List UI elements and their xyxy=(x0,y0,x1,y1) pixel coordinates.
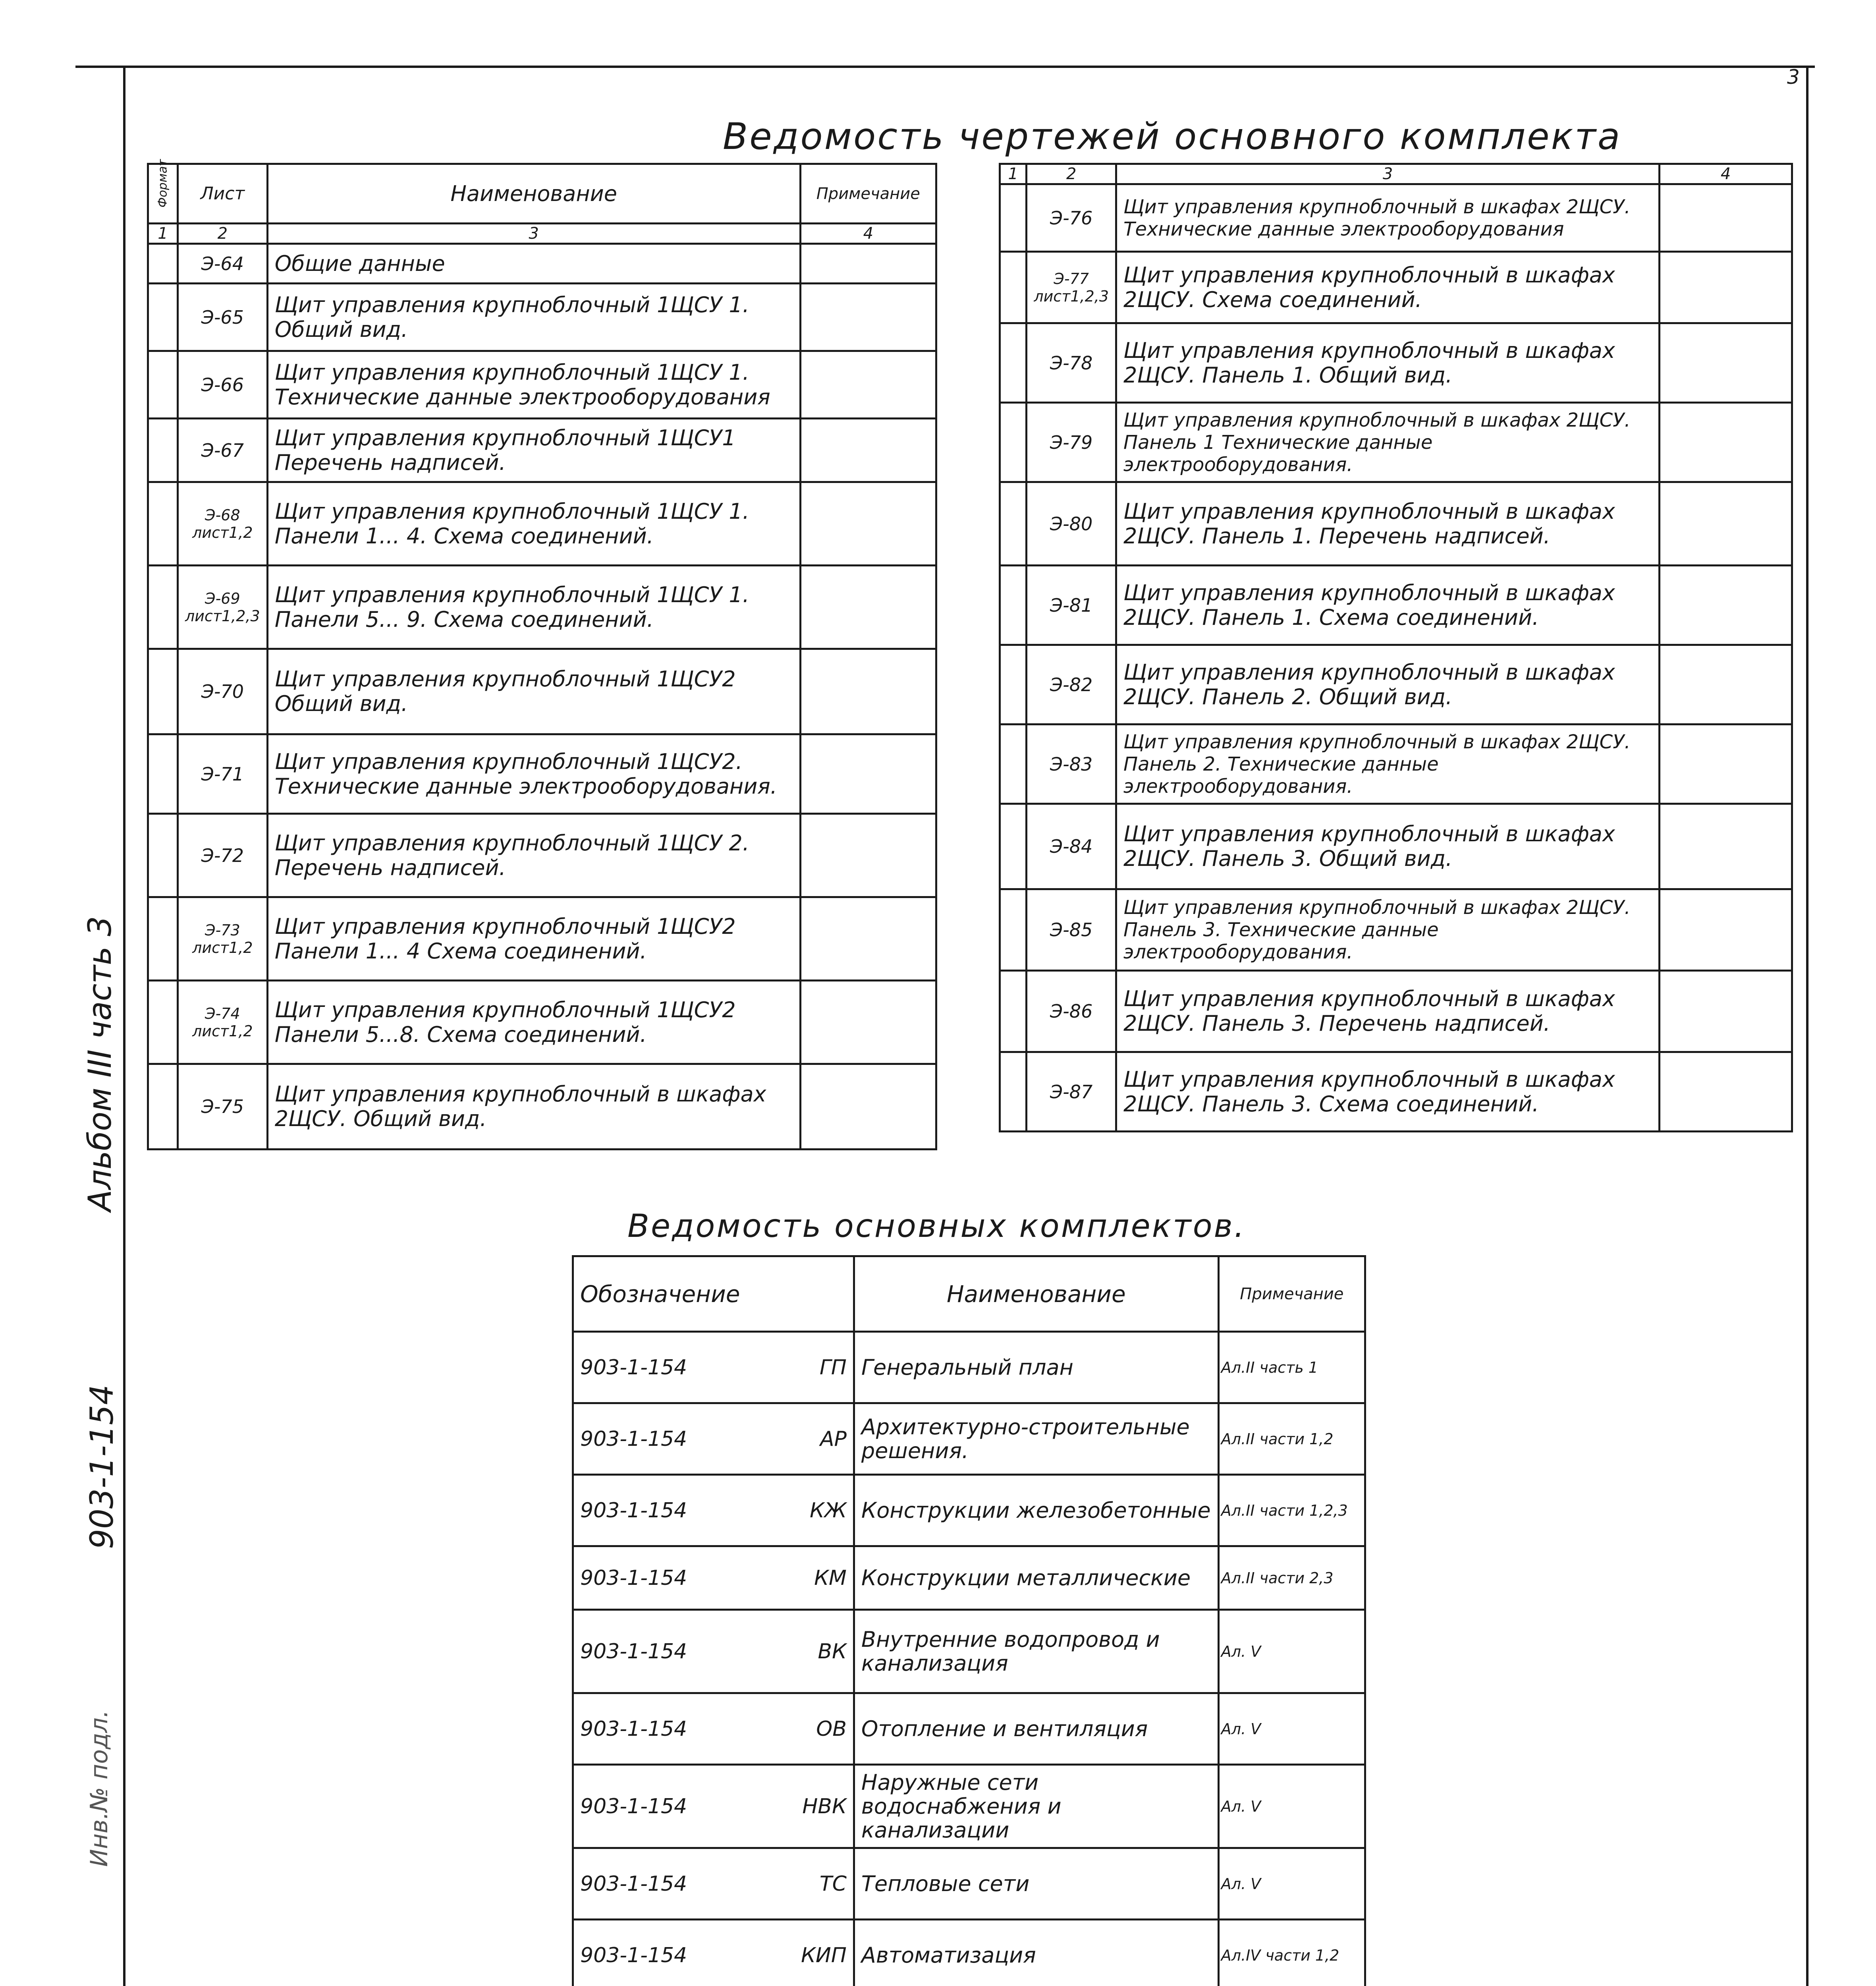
sheet-name: Щит управления крупноблочный в шкафах 2ЩСУ. Панель 1. Общий вид. xyxy=(1116,323,1660,403)
left-col-num-3: 3 xyxy=(267,224,800,244)
table-row xyxy=(573,1475,1365,1546)
set-note: Ал. V xyxy=(1218,1848,1365,1920)
table-row xyxy=(573,1848,1365,1920)
sheet-name: Щит управления крупноблочный 1ЩСУ 1. Панели 1... 4. Схема соединений. xyxy=(267,482,800,566)
set-mark: КМ xyxy=(794,1546,854,1610)
table-row xyxy=(148,419,936,482)
sheet-name: Щит управления крупноблочный в шкафах 2ЩСУ. Панель 3. Общий вид. xyxy=(1116,804,1660,889)
sheet-code: Э-65 xyxy=(178,284,268,351)
sheet-code: Э-78 xyxy=(1027,323,1116,403)
table-row xyxy=(148,482,936,566)
sheet-code: Э-70 xyxy=(178,649,268,734)
right-col-num-4: 4 xyxy=(1660,164,1792,184)
set-code: 903-1-154 xyxy=(573,1848,795,1920)
sheet-code: Э-85 xyxy=(1027,889,1116,971)
table-row xyxy=(1000,889,1792,971)
set-name: Наружные сети водоснабжения и канализации xyxy=(854,1765,1218,1848)
side-album-label: Альбом III часть 3 xyxy=(81,916,118,1211)
set-note: Ал. V xyxy=(1218,1765,1365,1848)
sheet-code: Э-73 лист1,2 xyxy=(178,897,268,981)
table-row xyxy=(148,897,936,981)
sets-table xyxy=(572,1255,1366,1986)
table-row xyxy=(148,1064,936,1149)
sheet-code: Э-75 xyxy=(178,1064,268,1149)
sheet-code: Э-74 лист1,2 xyxy=(178,981,268,1064)
set-name: Отопление и вентиляция xyxy=(854,1693,1218,1765)
set-note: Ал. V xyxy=(1218,1693,1365,1765)
set-name: Генеральный план xyxy=(854,1332,1218,1403)
sheet-code: Э-68 лист1,2 xyxy=(178,482,268,566)
table-row xyxy=(1000,252,1792,323)
sets-title: Ведомость основных комплектов. xyxy=(627,1207,1246,1244)
set-name: Конструкции железобетонные xyxy=(854,1475,1218,1546)
frame-top xyxy=(75,66,1815,68)
side-extra-label: Инв.№ подл. xyxy=(85,1710,113,1867)
set-mark: АР xyxy=(794,1403,854,1475)
set-note: Ал.II части 1,2,3 xyxy=(1218,1475,1365,1546)
sheet-name: Общие данные xyxy=(267,244,800,284)
set-note: Ал.II части 1,2 xyxy=(1218,1403,1365,1475)
sheet-name: Щит управления крупноблочный 1ЩСУ 2. Перечень надписей. xyxy=(267,814,800,897)
sheet-name: Щит управления крупноблочный в шкафах 2ЩСУ. Панель 2. Общий вид. xyxy=(1116,645,1660,724)
right-col-num-1: 1 xyxy=(1000,164,1027,184)
sheet-code: Э-72 xyxy=(178,814,268,897)
table-row xyxy=(573,1693,1365,1765)
frame-left xyxy=(123,66,125,1986)
table-row xyxy=(1000,184,1792,252)
table-row xyxy=(1000,482,1792,566)
sheet-code: Э-66 xyxy=(178,351,268,419)
sheet-name: Щит управления крупноблочный в шкафах 2ЩСУ. Технические данные электрооборудования xyxy=(1116,184,1660,252)
left-col-num-2: 2 xyxy=(178,224,268,244)
sheet-name: Щит управления крупноблочный 1ЩСУ 1. Общий вид. xyxy=(267,284,800,351)
set-code: 903-1-154 xyxy=(573,1546,795,1610)
sheet-name: Щит управления крупноблочный в шкафах 2ЩСУ. Панель 1. Схема соединений. xyxy=(1116,566,1660,645)
sheet-code: Э-64 xyxy=(178,244,268,284)
set-code: 903-1-154 xyxy=(573,1693,795,1765)
table-row xyxy=(148,351,936,419)
table-row xyxy=(1000,1052,1792,1132)
table-row xyxy=(148,981,936,1064)
set-mark: ВК xyxy=(794,1610,854,1693)
sheet-code: Э-67 xyxy=(178,419,268,482)
set-mark: ГП xyxy=(794,1332,854,1403)
table-row xyxy=(1000,724,1792,804)
set-code: 903-1-154 xyxy=(573,1920,795,1986)
left-header-sheet: Лист xyxy=(178,164,268,224)
sets-header-name: Наименование xyxy=(854,1256,1218,1332)
table-row xyxy=(573,1920,1365,1986)
set-note: Ал.IV части 1,2 xyxy=(1218,1920,1365,1986)
table-row xyxy=(573,1332,1365,1403)
table-row xyxy=(573,1610,1365,1693)
drawings-title: Ведомость чертежей основного комплекта xyxy=(723,115,1622,158)
sheet-name: Щит управления крупноблочный в шкафах 2ЩСУ. Общий вид. xyxy=(267,1064,800,1149)
table-row xyxy=(1000,645,1792,724)
sheet-code: Э-84 xyxy=(1027,804,1116,889)
sheet-code: Э-77 лист1,2,3 xyxy=(1027,252,1116,323)
sheet-name: Щит управления крупноблочный в шкафах 2ЩСУ. Панель 3. Схема соединений. xyxy=(1116,1052,1660,1132)
table-row xyxy=(148,284,936,351)
sheet-name: Щит управления крупноблочный 1ЩСУ 1. Панели 5... 9. Схема соединений. xyxy=(267,566,800,649)
table-row xyxy=(1000,323,1792,403)
table-row xyxy=(148,814,936,897)
right-col-num-2: 2 xyxy=(1027,164,1116,184)
sheet-code: Э-71 xyxy=(178,734,268,814)
sheet-code: Э-81 xyxy=(1027,566,1116,645)
left-drawings-table xyxy=(147,159,937,1150)
set-name: Тепловые сети xyxy=(854,1848,1218,1920)
set-name: Внутренние водопровод и канализация xyxy=(854,1610,1218,1693)
set-code: 903-1-154 xyxy=(573,1765,795,1848)
table-row xyxy=(148,244,936,284)
sheet-name: Щит управления крупноблочный 1ЩСУ2 Общий вид. xyxy=(267,649,800,734)
table-row xyxy=(1000,403,1792,482)
table-row xyxy=(1000,804,1792,889)
set-mark: КИП xyxy=(794,1920,854,1986)
set-name: Автоматизация xyxy=(854,1920,1218,1986)
set-code: 903-1-154 xyxy=(573,1475,795,1546)
sheet-code: Э-80 xyxy=(1027,482,1116,566)
set-mark: ОВ xyxy=(794,1693,854,1765)
set-code: 903-1-154 xyxy=(573,1403,795,1475)
sheet-name: Щит управления крупноблочный в шкафах 2ЩСУ. Панель 3. Перечень надписей. xyxy=(1116,971,1660,1052)
sheet-code: Э-83 xyxy=(1027,724,1116,804)
sheet-name: Щит управления крупноблочный 1ЩСУ 1. Технические данные электрооборудования xyxy=(267,351,800,419)
set-code: 903-1-154 xyxy=(573,1332,795,1403)
sheet-name: Щит управления крупноблочный в шкафах 2ЩСУ. Панель 1 Технические данные электрооборудования. xyxy=(1116,403,1660,482)
set-code: 903-1-154 xyxy=(573,1610,795,1693)
table-row xyxy=(148,566,936,649)
sheet-code: Э-87 xyxy=(1027,1052,1116,1132)
right-drawings-table xyxy=(999,163,1793,1132)
sheet-name: Щит управления крупноблочный 1ЩСУ1 Перечень надписей. xyxy=(267,419,800,482)
side-code-label: 903-1-154 xyxy=(83,1384,120,1549)
left-header-name: Наименование xyxy=(267,164,800,224)
sheet-name: Щит управления крупноблочный в шкафах 2ЩСУ. Панель 3. Технические данные электрооборудования. xyxy=(1116,889,1660,971)
sheet-name: Щит управления крупноблочный 1ЩСУ2. Технические данные электрооборудования. xyxy=(267,734,800,814)
table-row xyxy=(148,734,936,814)
table-row xyxy=(1000,566,1792,645)
left-header-note: Примечание xyxy=(800,164,936,224)
table-row xyxy=(573,1546,1365,1610)
set-mark: КЖ xyxy=(794,1475,854,1546)
set-note: Ал. V xyxy=(1218,1610,1365,1693)
sheet-name: Щит управления крупноблочный 1ЩСУ2 Панели 1... 4 Схема соединений. xyxy=(267,897,800,981)
sheet-code: Э-86 xyxy=(1027,971,1116,1052)
sheet-name: Щит управления крупноблочный в шкафах 2ЩСУ. Панель 1. Перечень надписей. xyxy=(1116,482,1660,566)
set-note: Ал.II часть 1 xyxy=(1218,1332,1365,1403)
sheet-name: Щит управления крупноблочный в шкафах 2ЩСУ. Схема соединений. xyxy=(1116,252,1660,323)
set-mark: ТС xyxy=(794,1848,854,1920)
sheet-code: Э-79 xyxy=(1027,403,1116,482)
sheet-code: Э-69 лист1,2,3 xyxy=(178,566,268,649)
table-row xyxy=(148,649,936,734)
set-mark: НВК xyxy=(794,1765,854,1848)
left-col-num-4: 4 xyxy=(800,224,936,244)
table-row xyxy=(1000,971,1792,1052)
set-name: Архитектурно-строительные решения. xyxy=(854,1403,1218,1475)
sheet-name: Щит управления крупноблочный 1ЩСУ2 Панели 5...8. Схема соединений. xyxy=(267,981,800,1064)
corner-sheet-number: 3 xyxy=(1787,66,1800,89)
sheet-code: Э-76 xyxy=(1027,184,1116,252)
frame-right xyxy=(1806,66,1808,1986)
table-row xyxy=(573,1765,1365,1848)
sets-header-designation: Обозначение xyxy=(573,1256,854,1332)
left-col-num-1: 1 xyxy=(148,224,178,244)
sets-header-note: Примечание xyxy=(1218,1256,1365,1332)
set-note: Ал.II части 2,3 xyxy=(1218,1546,1365,1610)
table-row xyxy=(573,1403,1365,1475)
right-col-num-3: 3 xyxy=(1116,164,1660,184)
set-name: Конструкции металлические xyxy=(854,1546,1218,1610)
left-header-format: Формат xyxy=(148,164,178,224)
sheet-code: Э-82 xyxy=(1027,645,1116,724)
sheet-name: Щит управления крупноблочный в шкафах 2ЩСУ. Панель 2. Технические данные электрооборудования. xyxy=(1116,724,1660,804)
